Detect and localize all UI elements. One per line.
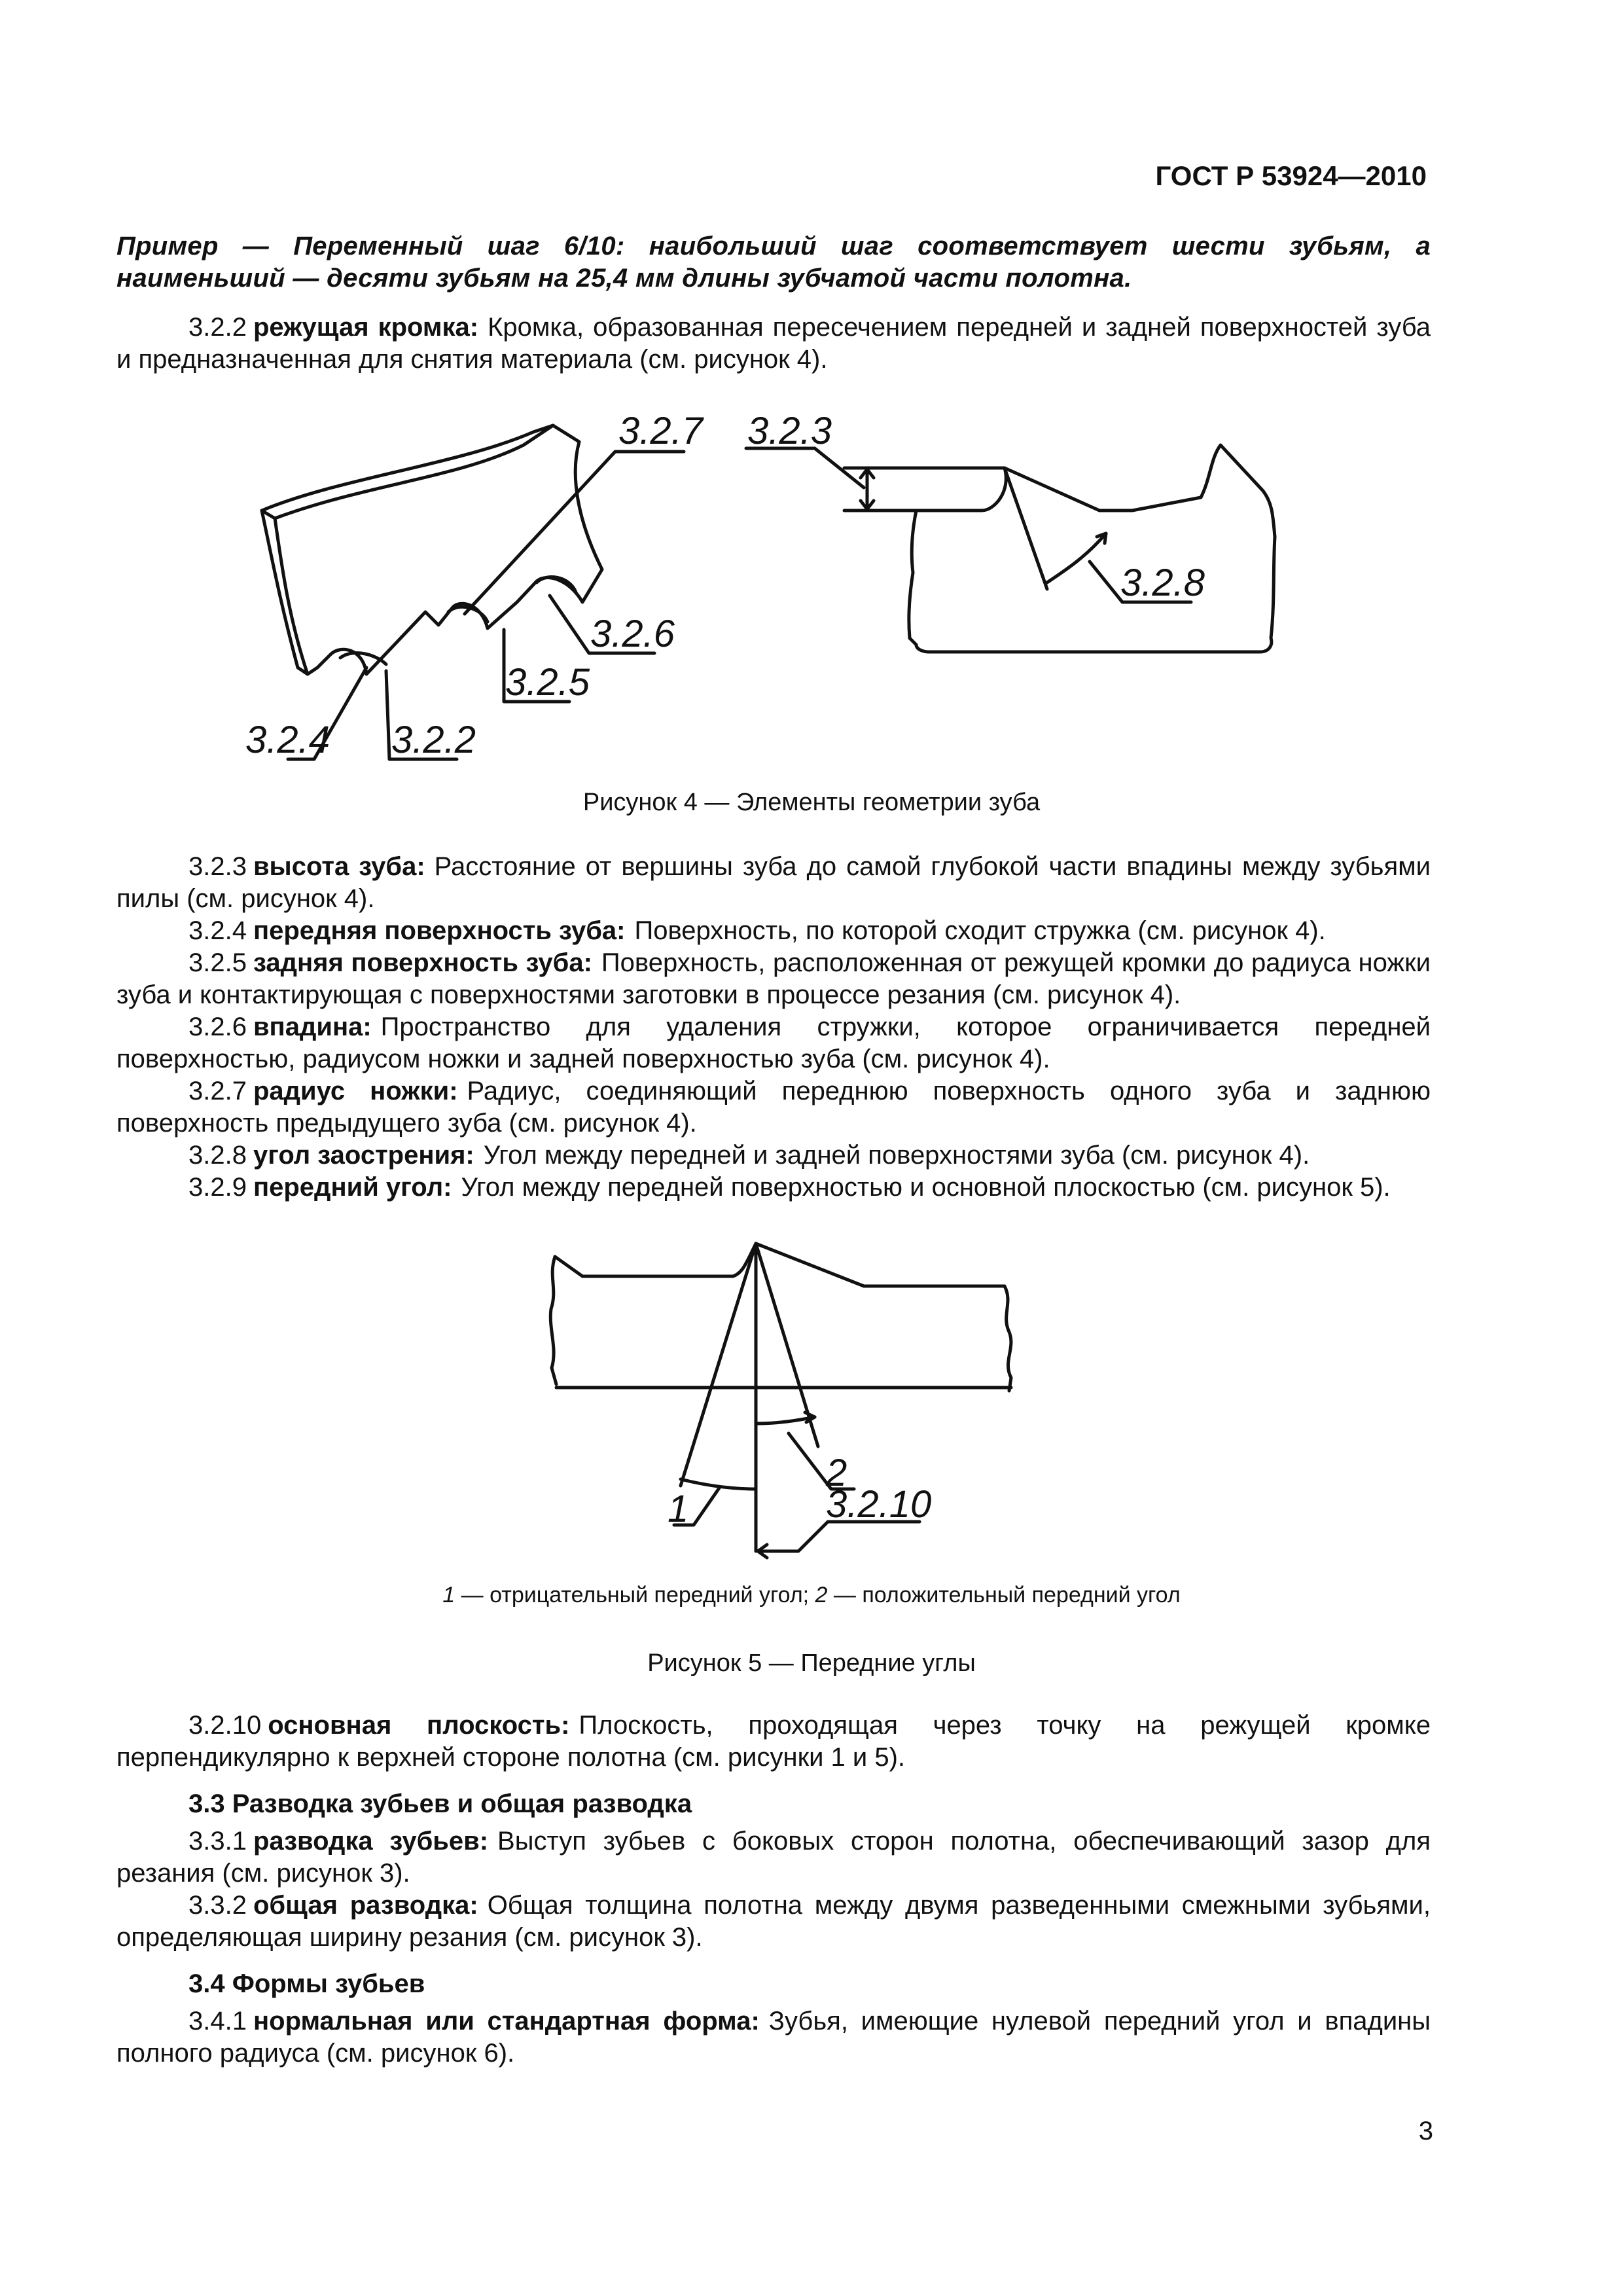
page-number: 3	[1418, 2117, 1433, 2145]
blade-top-edge	[555, 1244, 1005, 1286]
term-3-2-2	[116, 312, 1431, 376]
term-number: 3.2.3	[188, 852, 247, 881]
term-number: 3.3.2	[188, 1891, 247, 1920]
term-number: 3.2.7	[188, 1077, 247, 1105]
leader-3-2-10	[759, 1522, 919, 1551]
term-definition: Радиус, соединяющий переднюю поверхность одного зуба и заднюю поверхность предыдущего зуба (см. рисунок 4).	[116, 1077, 1431, 1138]
figure-4-caption: Рисунок 4 — Элементы геометрии зуба	[582, 789, 1041, 816]
term-3-2-7	[116, 1075, 1431, 1139]
term-3-2-8	[116, 1139, 1431, 1172]
document-header: ГОСТ Р 53924—2010	[1155, 160, 1427, 191]
term-definition: Общая толщина полотна между двумя разведенными смежными зубьями, определяющая ширину резания (см. рисунок 3).	[116, 1891, 1431, 1952]
term-3-2-6	[116, 1011, 1431, 1075]
term-definition: Поверхность, по которой сходит стружка (см. рисунок 4).	[634, 916, 1326, 945]
fig4-label-3-2-7: 3.2.7	[618, 410, 703, 452]
section-3-4-heading: 3.4 Формы зубьев	[188, 1969, 425, 1998]
fig5-label-3-2-10: 3.2.10	[826, 1483, 932, 1526]
positive-rake-line	[756, 1244, 818, 1446]
blade-top-face	[262, 425, 553, 518]
term-number: 3.2.10	[188, 1711, 262, 1740]
term-3-2-10	[116, 1710, 1431, 1774]
term-name: передняя поверхность зуба:	[253, 916, 626, 945]
section-3-3-heading: 3.3 Разводка зубьев и общая разводка	[188, 1789, 692, 1818]
term-number: 3.2.4	[188, 916, 247, 945]
term-definition: Зубья, имеющие нулевой передний угол и впадины полного радиуса (см. рисунок 6).	[116, 2007, 1431, 2068]
term-name: задняя поверхность зуба:	[253, 948, 592, 977]
term-number: 3.2.5	[188, 948, 247, 977]
term-number: 3.2.2	[188, 313, 247, 342]
negative-rake-line	[681, 1244, 756, 1486]
term-3-3-1	[116, 1825, 1431, 1890]
blade-right-break	[1005, 1286, 1011, 1391]
example-note: Пример — Переменный шаг 6/10: наибольший шаг соответствует шести зубьям, а наименьший — десяти зубьям на 25,4 мм длины зубчатой части полотна.	[116, 232, 1431, 293]
term-3-4-1	[116, 2005, 1431, 2070]
term-definition: Поверхность, расположенная от режущей кромки до радиуса ножки зуба и контактирующая с поверхностями заготовки в процессе резания (см. рисунок 4).	[116, 948, 1431, 1009]
term-definition: Плоскость, проходящая через точку на режущей кромке перпендикулярно к верхней стороне полотна (см. рисунки 1 и 5).	[116, 1711, 1431, 1772]
figure-5-rake-angles	[0, 1224, 1623, 1577]
fig4-label-3-2-8: 3.2.8	[1120, 562, 1205, 604]
figure-4-tooth-geometry	[0, 406, 1623, 772]
fig4-label-3-2-4: 3.2.4	[245, 719, 330, 761]
term-3-2-9	[116, 1172, 1431, 1204]
term-name: режущая кромка:	[253, 313, 479, 342]
term-name: разводка зубьев:	[253, 1827, 489, 1856]
fig4-label-3-2-2: 3.2.2	[391, 719, 476, 761]
legend-number-1: 1	[442, 1583, 455, 1607]
term-number: 3.2.9	[188, 1173, 247, 1202]
term-definition: Выступ зубьев с боковых сторон полотна, обеспечивающий зазор для резания (см. рисунок 3).	[116, 1827, 1431, 1888]
term-name: впадина:	[253, 1013, 372, 1041]
fig4-label-3-2-6: 3.2.6	[590, 613, 675, 655]
terms-block-c	[116, 1710, 1431, 2070]
term-name: радиус ножки:	[253, 1077, 458, 1105]
term-name: нормальная или стандартная форма:	[253, 2007, 760, 2036]
fig4-label-3-2-5: 3.2.5	[505, 661, 590, 704]
term-definition: Расстояние от вершины зуба до самой глубокой части впадины между зубьями пилы (см. рисунок 4).	[116, 852, 1431, 913]
term-number: 3.4.1	[188, 2007, 247, 2036]
term-3-2-5	[116, 947, 1431, 1011]
term-name: угол заострения:	[253, 1141, 474, 1170]
fig5-label-1: 1	[668, 1488, 689, 1530]
blade-left-break	[550, 1257, 556, 1384]
legend-text-2: — положительный передний угол	[827, 1583, 1181, 1607]
figure-5-caption: Рисунок 5 — Передние углы	[647, 1649, 976, 1677]
term-number: 3.2.8	[188, 1141, 247, 1170]
legend-number-2: 2	[815, 1583, 828, 1607]
term-name: общая разводка:	[253, 1891, 478, 1920]
term-definition: Пространство для удаления стружки, которое ограничивается передней поверхностью, радиусом ножки и задней поверхностью зуба (см. рисунок 4).	[116, 1013, 1431, 1073]
term-number: 3.2.6	[188, 1013, 247, 1041]
term-definition: Кромка, образованная пересечением передней и задней поверхностей зуба и предназначенная для снятия материала (см. рисунок 4).	[116, 313, 1431, 374]
wedge-angle-arc	[1047, 533, 1106, 583]
term-3-2-4	[116, 915, 1431, 947]
fig5-label-2: 2	[826, 1452, 847, 1494]
wedge-line	[1005, 468, 1047, 589]
terms-block-b	[116, 851, 1431, 1204]
term-number: 3.3.1	[188, 1827, 247, 1856]
term-name: высота зуба:	[253, 852, 425, 881]
term-3-3-2	[116, 1890, 1431, 1954]
term-3-2-3	[116, 851, 1431, 915]
fig4-label-3-2-3: 3.2.3	[747, 410, 832, 452]
tooth-section-outline	[903, 445, 1275, 652]
term-definition: Угол между передней поверхностью и основной плоскостью (см. рисунок 5).	[461, 1173, 1391, 1202]
term-name: основная плоскость:	[268, 1711, 570, 1740]
term-name: передний угол:	[253, 1173, 452, 1202]
legend-text-1: — отрицательный передний угол;	[455, 1583, 815, 1607]
figure-5-legend	[0, 1583, 1623, 1608]
intro-block	[116, 230, 1431, 376]
term-definition: Угол между передней и задней поверхностями зуба (см. рисунок 4).	[483, 1141, 1310, 1170]
